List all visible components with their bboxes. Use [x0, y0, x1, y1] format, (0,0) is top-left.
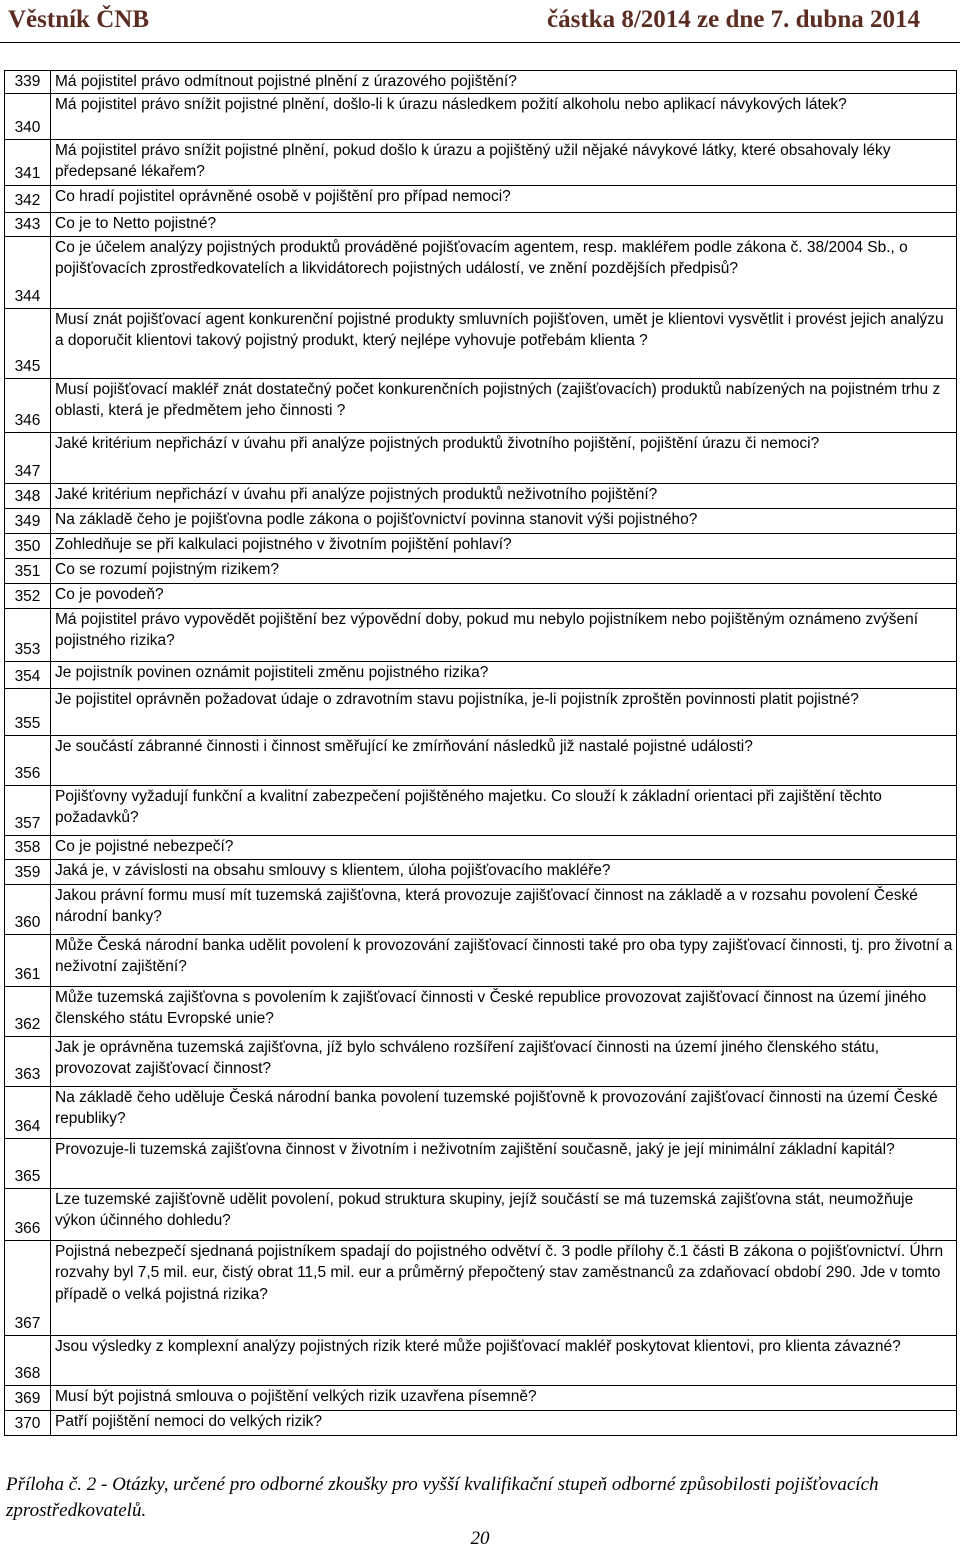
question-text: Provozuje-li tuzemská zajišťovna činnost v životním i neživotním zajištění současně, jaký je její minimální základní kapitál? [51, 1138, 957, 1188]
question-number: 344 [5, 236, 51, 308]
table-row [5, 93, 957, 139]
question-text: Jaká je, v závislosti na obsahu smlouvy s klientem, úloha pojišťovacího makléře? [51, 859, 957, 884]
header-divider [0, 42, 960, 43]
question-number: 367 [5, 1240, 51, 1335]
question-text: Pojišťovny vyžadují funkční a kvalitní zabezpečení pojištěného majetku. Co slouží k základní orientaci při zajištění těchto požadavků? [51, 785, 957, 835]
table-row [5, 1086, 957, 1138]
table-row [5, 1188, 957, 1240]
question-text: Je pojistitel oprávněn požadovat údaje o zdravotním stavu pojistníka, je-li pojistník zproštěn povinnosti platit pojistné? [51, 688, 957, 735]
table-row [5, 185, 957, 212]
question-number: 348 [5, 483, 51, 508]
table-row [5, 661, 957, 688]
table-row [5, 884, 957, 934]
page-number: 20 [470, 1528, 490, 1549]
question-number: 365 [5, 1138, 51, 1188]
table-row [5, 986, 957, 1036]
question-text: Jakou právní formu musí mít tuzemská zajišťovna, která provozuje zajišťovací činnost na základě a v rozsahu povolení České národní banky? [51, 884, 957, 934]
question-number: 370 [5, 1410, 51, 1435]
question-text: Je pojistník povinen oznámit pojistiteli změnu pojistného rizika? [51, 661, 957, 688]
question-number: 354 [5, 661, 51, 688]
issue-info: částka 8/2014 ze dne 7. dubna 2014 [547, 6, 920, 33]
question-number: 355 [5, 688, 51, 735]
table-row [5, 236, 957, 308]
question-text: Co je to Netto pojistné? [51, 212, 957, 236]
questions-table-body [5, 71, 957, 1436]
question-number: 356 [5, 735, 51, 785]
table-row [5, 1138, 957, 1188]
table-row [5, 785, 957, 835]
question-text: Co je účelem analýzy pojistných produktů prováděné pojišťovacím agentem, resp. makléřem podle zákona č. 38/2004 Sb., o pojišťovacích zprostředkovatelích a likvidátorech pojistných událostí, ve znění pozdějších předpisů? [51, 236, 957, 308]
table-row [5, 71, 957, 94]
question-number: 363 [5, 1036, 51, 1086]
question-text: Co se rozumí pojistným rizikem? [51, 558, 957, 583]
question-number: 346 [5, 378, 51, 432]
question-text: Zohledňuje se při kalkulaci pojistného v životním pojištění pohlaví? [51, 533, 957, 558]
question-number: 359 [5, 859, 51, 884]
question-number: 347 [5, 432, 51, 483]
question-text: Má pojistitel právo snížit pojistné plnění, pokud došlo k úrazu a pojištěný užil nějaké návykové látky, které obsahovaly léky předepsané lékařem? [51, 139, 957, 185]
table-row [5, 483, 957, 508]
question-text: Jaké kritérium nepřichází v úvahu při analýze pojistných produktů životního pojištění, pojištění úrazu či nemoci? [51, 432, 957, 483]
question-text: Musí znát pojišťovací agent konkurenční pojistné produkty smluvních pojišťoven, umět je klientovi vysvětlit i provést jejich analýzu a doporučit klientovi takový pojistný produkt, který nejlépe vyhovuje potřebám klienta ? [51, 308, 957, 378]
questions-table [4, 70, 957, 1436]
question-text: Má pojistitel právo snížit pojistné plnění, došlo-li k úrazu následkem požití alkoholu nebo aplikací návykových látek? [51, 93, 957, 139]
table-row [5, 508, 957, 533]
journal-title: Věstník ČNB [8, 6, 149, 33]
question-text: Co hradí pojistitel oprávněné osobě v pojištění pro případ nemoci? [51, 185, 957, 212]
table-row [5, 432, 957, 483]
question-text: Může Česká národní banka udělit povolení k provozování zajišťovací činnosti také pro oba typy zajišťovací činnosti, tj. pro životní a neživotní zajištění? [51, 934, 957, 986]
question-text: Má pojistitel právo odmítnout pojistné plnění z úrazového pojištění? [51, 71, 957, 94]
table-row [5, 859, 957, 884]
table-row [5, 934, 957, 986]
question-number: 351 [5, 558, 51, 583]
question-number: 358 [5, 835, 51, 859]
table-row [5, 1335, 957, 1385]
question-text: Pojistná nebezpečí sjednaná pojistníkem spadají do pojistného odvětví č. 3 podle přílohy č.1 části B zákona o pojišťovnictví. Úhrn rozvahy byl 7,5 mil. eur, čistý obrat 11,5 mil. eur a průměrný přepočtený stav zaměstnanců za zdaňovací období 290. Jde v tomto případě o velká pojistná rizika? [51, 1240, 957, 1335]
question-text: Jak je oprávněna tuzemská zajišťovna, jíž bylo schváleno rozšíření zajišťovací činnosti na území jiného členského státu, provozovat zajišťovací činnost? [51, 1036, 957, 1086]
question-number: 352 [5, 583, 51, 608]
question-text: Má pojistitel právo vypovědět pojištění bez výpovědní doby, pokud mu nebylo pojistníkem nebo pojištěným oznámeno zvýšení pojistného rizika? [51, 608, 957, 661]
question-text: Patří pojištění nemoci do velkých rizik? [51, 1410, 957, 1435]
table-row [5, 1036, 957, 1086]
question-number: 353 [5, 608, 51, 661]
question-text: Lze tuzemské zajišťovně udělit povolení, pokud struktura skupiny, jejíž součástí se má tuzemská zajišťovna stát, neumožňuje výkon účinného dohledu? [51, 1188, 957, 1240]
question-number: 343 [5, 212, 51, 236]
question-number: 369 [5, 1385, 51, 1410]
question-text: Co je povodeň? [51, 583, 957, 608]
table-row [5, 533, 957, 558]
question-text: Jaké kritérium nepřichází v úvahu při analýze pojistných produktů neživotního pojištění? [51, 483, 957, 508]
question-number: 360 [5, 884, 51, 934]
question-number: 368 [5, 1335, 51, 1385]
question-number: 345 [5, 308, 51, 378]
table-row [5, 1240, 957, 1335]
appendix-note: Příloha č. 2 - Otázky, určené pro odborné zkoušky pro vyšší kvalifikační stupeň odborné způsobilosti pojišťovacích zprostředkovatelů. [6, 1474, 879, 1521]
question-text: Musí pojišťovací makléř znát dostatečný počet konkurenčních pojistných (zajišťovacích) produktů nabízených na pojistném trhu z oblasti, která je předmětem jeho činnosti ? [51, 378, 957, 432]
question-text: Na základě čeho uděluje Česká národní banka povolení tuzemské pojišťovně k provozování zajišťovací činnosti na území České republiky? [51, 1086, 957, 1138]
question-text: Je součástí zábranné činnosti i činnost směřující ke zmírňování následků již nastalé pojistné události? [51, 735, 957, 785]
table-row [5, 835, 957, 859]
question-number: 349 [5, 508, 51, 533]
table-row [5, 212, 957, 236]
table-row [5, 735, 957, 785]
question-number: 366 [5, 1188, 51, 1240]
question-number: 364 [5, 1086, 51, 1138]
question-text: Musí být pojistná smlouva o pojištění velkých rizik uzavřena písemně? [51, 1385, 957, 1410]
question-text: Co je pojistné nebezpečí? [51, 835, 957, 859]
question-number: 362 [5, 986, 51, 1036]
table-row [5, 558, 957, 583]
table-row [5, 308, 957, 378]
table-row [5, 583, 957, 608]
question-number: 342 [5, 185, 51, 212]
question-text: Na základě čeho je pojišťovna podle zákona o pojišťovnictví povinna stanovit výši pojistného? [51, 508, 957, 533]
table-row [5, 1385, 957, 1410]
question-text: Může tuzemská zajišťovna s povolením k zajišťovací činnosti v České republice provozovat zajišťovací činnost na území jiného členského státu Evropské unie? [51, 986, 957, 1036]
page-header [0, 0, 960, 40]
table-row [5, 139, 957, 185]
question-number: 339 [5, 71, 51, 94]
question-number: 341 [5, 139, 51, 185]
table-row [5, 378, 957, 432]
table-row [5, 608, 957, 661]
question-number: 361 [5, 934, 51, 986]
question-number: 340 [5, 93, 51, 139]
question-number: 357 [5, 785, 51, 835]
table-row [5, 1410, 957, 1435]
table-row [5, 688, 957, 735]
question-number: 350 [5, 533, 51, 558]
question-text: Jsou výsledky z komplexní analýzy pojistných rizik které může pojišťovací makléř poskytovat klientovi, pro klienta závazné? [51, 1335, 957, 1385]
